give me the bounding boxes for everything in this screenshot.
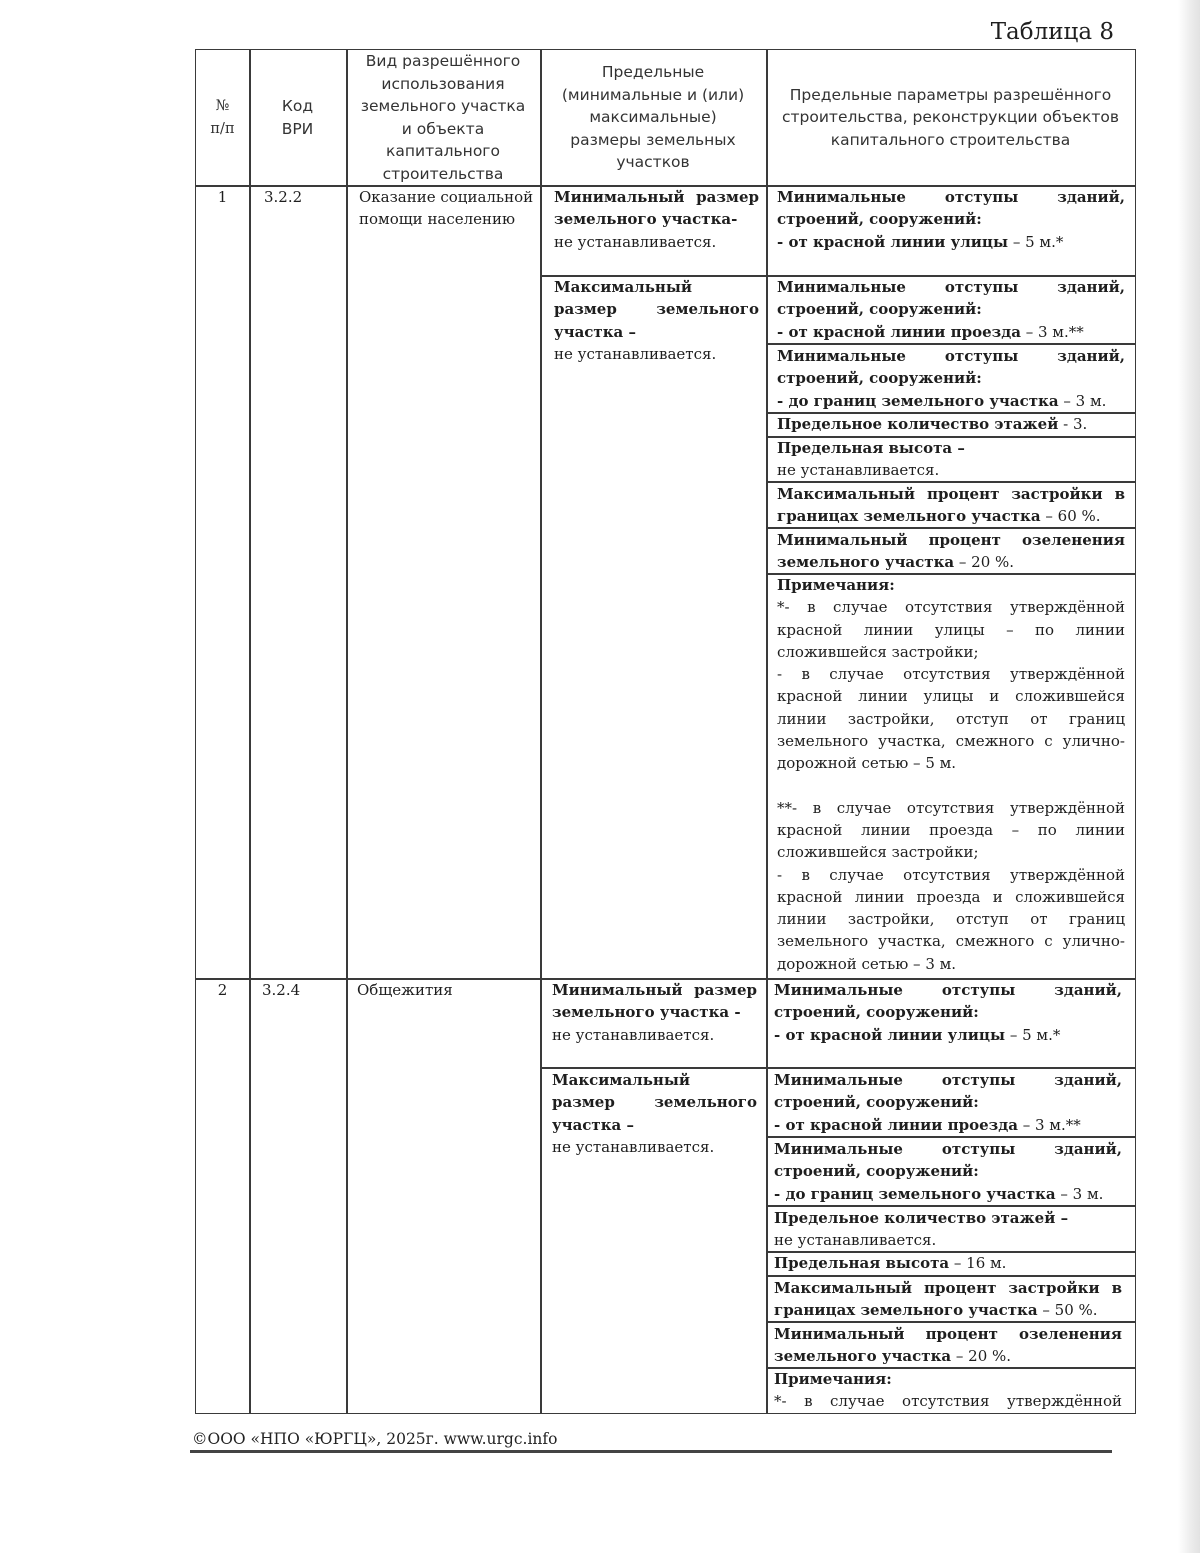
row-number: 2	[217, 981, 228, 999]
param-min-greenery: Минимальный процент озеленения земельного участка – 20 %.	[774, 1325, 1122, 1366]
param-min-greenery: Минимальный процент озеленения земельного участка – 20 %.	[777, 531, 1125, 572]
param-setback-street: Минимальные отступы зданий, строений, сооружений: - от красной линии улицы – 5 м.*	[777, 188, 1125, 251]
header-num-text: № п/п	[210, 98, 235, 137]
note-item: - в случае отсутствия утверждённой красной линии улицы и сложившейся линии застройки, отступ от границ земельного участка, смежного с улично-дорожной сетью – 5 м.	[777, 665, 1125, 773]
row-code: 3.2.2	[264, 188, 303, 206]
footer-rule	[190, 1450, 1112, 1453]
notes-cell	[777, 574, 1125, 975]
header-use-text: Вид разрешённого использования земельного участка и объекта капитального строительства	[360, 52, 526, 183]
header-code	[249, 50, 346, 185]
note-item: - в случае отсутствия утверждённой красной линии проезда и сложившейся линии застройки, отступ от границ земельного участка, смежного с улично-дорожной сетью – 3 м.	[777, 865, 1125, 973]
column-divider	[346, 50, 348, 1413]
column-divider	[766, 50, 768, 1413]
param-setback-street: Минимальные отступы зданий, строений, сооружений: - от красной линии улицы – 5 м.*	[774, 981, 1122, 1044]
column-divider	[540, 50, 542, 1413]
max-size-label: Максимальный размер земельного участка –	[552, 1071, 757, 1134]
max-size-cell	[552, 1069, 757, 1158]
row-number: 1	[217, 188, 228, 206]
param-setback-passage: Минимальные отступы зданий, строений, сооружений: - от красной линии проезда – 3 м.**	[774, 1071, 1122, 1134]
note-item: *- в случае отсутствия утверждённой	[774, 1392, 1122, 1411]
param-setback-boundary: Минимальные отступы зданий, строений, сооружений: - до границ земельного участка – 3 м.	[777, 347, 1125, 410]
notes-cell	[774, 1368, 1122, 1412]
note-item: *- в случае отсутствия утверждённой красной линии улицы – по линии сложившейся застройки;	[777, 598, 1125, 661]
min-size-label: Минимальный размер земельного участка-	[554, 188, 759, 229]
min-size-cell	[554, 186, 759, 253]
page-edge-shadow	[1178, 0, 1200, 1553]
row-use-name: Оказание социальной помощи населению	[359, 188, 534, 229]
row-use-name: Общежития	[357, 981, 453, 999]
footer-copyright: ©ООО «НПО «ЮРГЦ», 2025г. www.urgc.info	[192, 1430, 558, 1448]
min-size-label: Минимальный размер земельного участка -	[552, 981, 757, 1022]
note-item: **- в случае отсутствия утверждённой красной линии проезда – по линии сложившейся застройки;	[777, 798, 1125, 862]
param-setback-boundary: Минимальные отступы зданий, строений, сооружений: - до границ земельного участка – 3 м.	[774, 1140, 1122, 1203]
row-code: 3.2.4	[262, 981, 301, 999]
header-params-text: Предельные параметры разрешённого строительства, реконструкции объектов капитального строительства	[781, 85, 1120, 149]
param-setback-passage: Минимальные отступы зданий, строений, сооружений: - от красной линии проезда – 3 м.**	[777, 278, 1125, 341]
max-size-value: не устанавливается.	[554, 344, 717, 363]
column-divider	[249, 50, 251, 1413]
param-max-coverage: Максимальный процент застройки в границах земельного участка – 50 %.	[774, 1279, 1122, 1320]
regulations-table	[195, 49, 1136, 1414]
min-size-value: не устанавливается.	[552, 1025, 715, 1044]
max-size-cell	[554, 276, 759, 365]
header-size	[540, 50, 766, 185]
header-use	[346, 50, 540, 185]
param-floors: Предельное количество этажей - 3.	[777, 415, 1088, 433]
notes-label: Примечания:	[777, 576, 895, 594]
header-size-text: Предельные (минимальные и (или) максимальные) размеры земельных участков	[561, 63, 745, 172]
param-height: Предельная высота – 16 м.	[774, 1254, 1007, 1272]
min-size-value: не устанавливается.	[554, 232, 717, 251]
notes-label: Примечания:	[774, 1370, 892, 1388]
header-params	[766, 50, 1135, 185]
header-code-text: Код ВРИ	[281, 97, 314, 138]
min-size-cell	[552, 979, 757, 1046]
note-spacer	[777, 775, 1125, 797]
header-num	[196, 50, 249, 185]
max-size-label: Максимальный размер земельного участка –	[554, 278, 759, 341]
param-floors: Предельное количество этажей – не устанавливается.	[774, 1209, 1069, 1250]
param-height: Предельная высота – не устанавливается.	[777, 439, 965, 480]
param-max-coverage: Максимальный процент застройки в границах земельного участка – 60 %.	[777, 485, 1125, 526]
max-size-value: не устанавливается.	[552, 1137, 715, 1156]
table-caption: Таблица 8	[990, 19, 1114, 45]
